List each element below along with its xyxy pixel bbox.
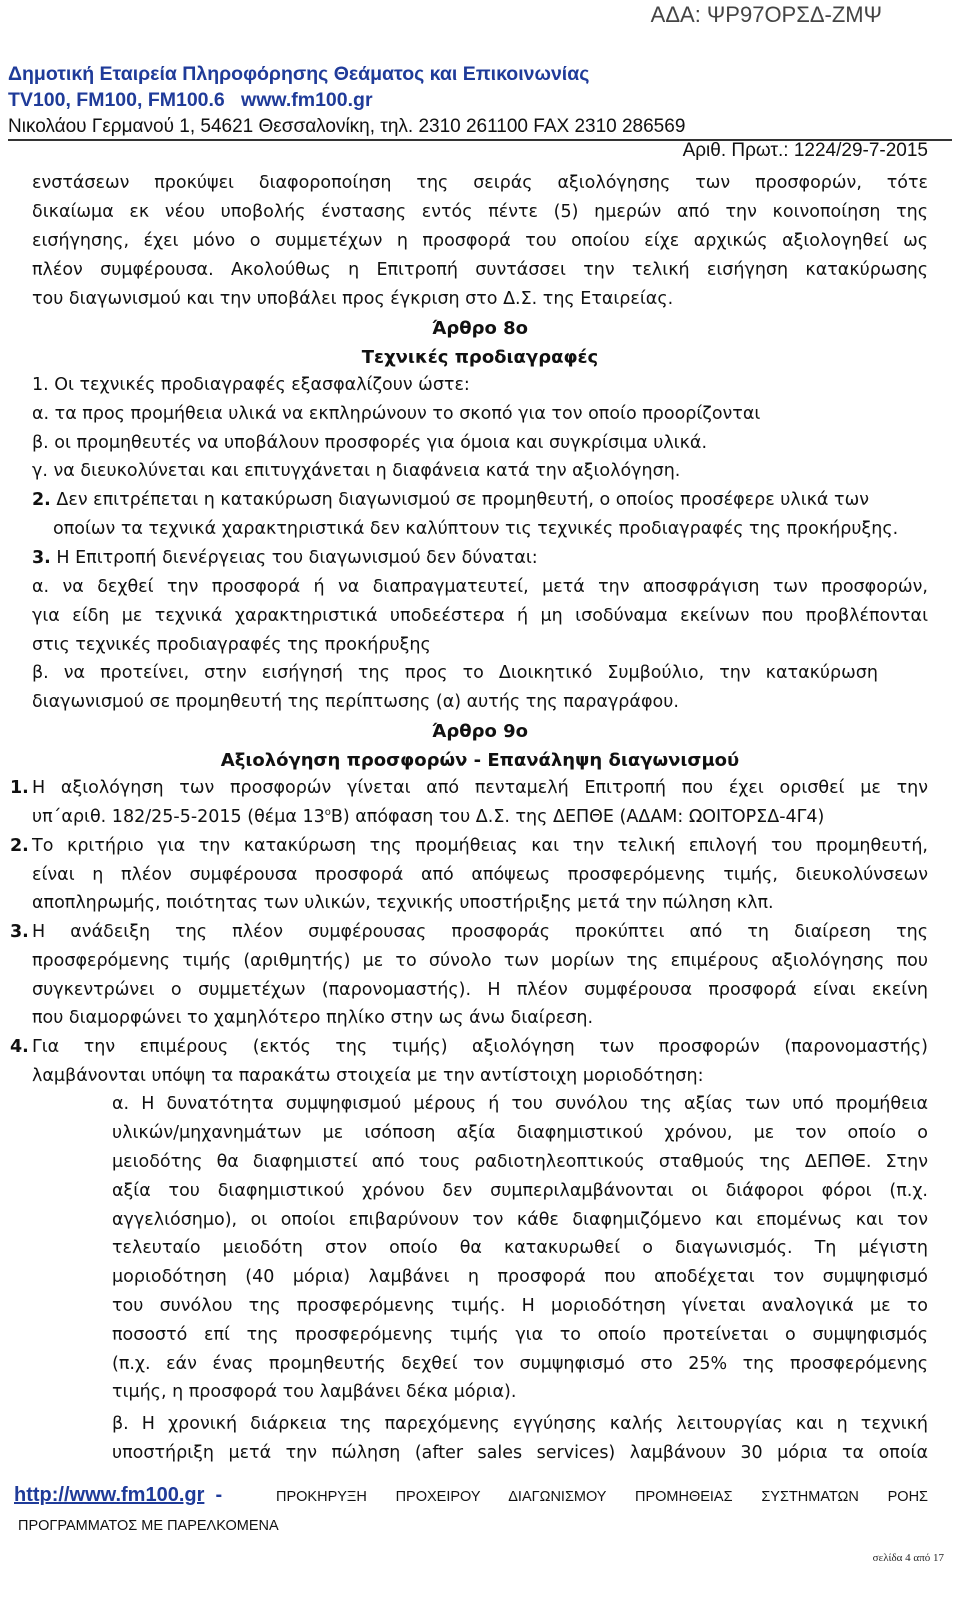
superscript: ο bbox=[324, 807, 331, 819]
article-8-subtitle: Τεχνικές προδιαγραφές bbox=[361, 347, 599, 368]
article-9-item-4a-line: του συνόλου της προσφερόμενης τιμής. Η μοριοδότηση γίνεται αναλογικά με το bbox=[112, 1296, 928, 1316]
article-9-item-4a-line: μειοδότης θα διαφημιστεί από τους ραδιοτηλεοπτικούς σταθμούς της ΔΕΠΘΕ. Στην bbox=[112, 1152, 928, 1172]
address: Νικολάου Γερμανού 1, 54621 Θεσσαλονίκη, τηλ. 2310 261100 FAX 2310 286569 bbox=[8, 116, 686, 137]
article-9-item-4a-line: α. Η δυνατότητα συμψηφισμού μέρους ή του συνόλου της αξίας των υπό προμήθεια bbox=[112, 1094, 928, 1114]
ada-code: ΑΔΑ: ΨΡ97ΟΡΣΔ-ΖΜΨ bbox=[650, 2, 882, 27]
article-8-item-2-cont: οποίων τα τεχνικά χαρακτηριστικά δεν καλύπτουν τις τεχνικές προδιαγραφές της προκήρυξης. bbox=[53, 519, 899, 539]
website-link[interactable]: www.fm100.gr bbox=[241, 89, 373, 111]
article-9-item-3-line: συγκεντρώνει ο συμμετέχων (παρονομαστής). Η πλέον συμφέρουσα προσφορά είναι εκείνη bbox=[32, 980, 928, 1000]
item-number: 2. bbox=[32, 490, 51, 510]
text-part: υπ΄αριθ. 182/25-5-2015 (θέμα 13 bbox=[32, 807, 325, 827]
article-9-item-4a-line: αξία του διαφημιστικού χρόνου δεν συμπεριλαμβάνονται οι διάφοροι φόροι (π.χ. bbox=[112, 1181, 928, 1201]
article-9-item-4a-line: τελευταίο μειοδότη στον οποίο θα κατακυρωθεί ο διαγωνισμός. Τη μέγιστη bbox=[112, 1238, 928, 1258]
footer-dash: - bbox=[215, 1484, 223, 1506]
article-9-item-4a-line: ποσοστό επί της προσφερόμενης τιμής για το οποίο προτείνεται ο συμψηφισμός bbox=[112, 1325, 928, 1345]
article-8-item-1c: γ. να διευκολύνεται και επιτυγχάνεται η διαφάνεια κατά την αξιολόγηση. bbox=[32, 461, 681, 481]
stations-line bbox=[8, 89, 373, 112]
intro-line: ενστάσεων προκύψει διαφοροποίηση της σειράς αξιολόγησης των προσφορών, τότε bbox=[32, 173, 928, 193]
item-number: 3. bbox=[10, 922, 29, 942]
article-9-item-2-line: αποπληρωμής, ποιότητας των υλικών, τεχνικής υποστήριξης μετά την πώληση κλπ. bbox=[32, 893, 774, 913]
article-9-item-4b-line: β. Η χρονική διάρκεια της παρεχόμενης εγγύησης καλής λειτουργίας και η τεχνική bbox=[112, 1414, 928, 1434]
footer-link[interactable]: http://www.fm100.gr bbox=[14, 1484, 205, 1506]
article-9-item-4-line: Για την επιμέρους (εκτός της τιμής) αξιολόγηση των προσφορών (παρονομαστής) bbox=[32, 1037, 928, 1057]
protocol-number: Αριθ. Πρωτ.: 1224/29-7-2015 bbox=[682, 140, 928, 161]
intro-line: δικαίωμα εκ νέου υποβολής ένστασης εντός πέντε (5) ημερών από την κοινοποίηση της bbox=[32, 202, 928, 222]
article-9-subtitle: Αξιολόγηση προσφορών - Επανάληψη διαγωνισμού bbox=[220, 750, 740, 771]
article-8-item-3a-line: στις τεχνικές προδιαγραφές της προκήρυξης bbox=[32, 635, 431, 655]
footer-title-line-2: ΠΡΟΓΡΑΜΜΑΤΟΣ ΜΕ ΠΑΡΕΛΚΟΜΕΝΑ bbox=[18, 1518, 279, 1534]
article-9-item-4a-line: τιμής, η προσφορά του λαμβάνει δέκα μόρια). bbox=[112, 1382, 517, 1402]
footer-title-line-1: ΠΡΟΚΗΡΥΞΗ ΠΡΟΧΕΙΡΟΥ ΔΙΑΓΩΝΙΣΜΟΥ ΠΡΟΜΗΘΕΙΑΣ ΣΥΣΤΗΜΑΤΩΝ ΡΟΗΣ bbox=[276, 1489, 928, 1505]
article-8-item-3 bbox=[32, 548, 538, 568]
item-number: 4. bbox=[10, 1037, 29, 1057]
intro-line: εισήγησης, έχει μόνο ο συμμετέχων η προσφορά του οποίου είχε αρχικώς αξιολογηθεί ως bbox=[32, 231, 928, 251]
item-text: Δεν επιτρέπεται η κατακύρωση διαγωνισμού σε προμηθευτή, ο οποίος προσέφερε υλικά των bbox=[56, 490, 869, 510]
article-9-item-1-line bbox=[32, 807, 824, 827]
article-9-item-1-line: Η αξιολόγηση των προσφορών γίνεται από πενταμελή Επιτροπή που έχει ορισθεί με την bbox=[32, 778, 928, 798]
organization-name: Δημοτική Εταιρεία Πληροφόρησης Θεάματος και Επικοινωνίας bbox=[8, 63, 590, 85]
article-8-item-3b-line: διαγωνισμού σε προμηθευτή της περίπτωσης (α) αυτής της παραγράφου. bbox=[32, 692, 679, 712]
article-9-item-4a-line: (π.χ. εάν ένας προμηθευτής δεχθεί τον συμψηφισμό στο 25% της προσφερόμενης bbox=[112, 1354, 928, 1374]
article-9-title: Άρθρο 9ο bbox=[431, 721, 528, 742]
article-9-item-3-line: προσφερόμενης τιμής (αριθμητής) με το σύνολο των μορίων της επιμέρους αξιολόγησης που bbox=[32, 951, 928, 971]
article-8-item-1: 1. Οι τεχνικές προδιαγραφές εξασφαλίζουν ώστε: bbox=[32, 375, 470, 395]
article-9-item-4a-line: αγγελιόσημο), οι οποίοι επιβαρύνουν τον κάθε διαφημιζόμενο και επομένως και τον bbox=[112, 1210, 928, 1230]
intro-line: του διαγωνισμού και την υποβάλει προς έγκριση στο Δ.Σ. της Εταιρείας. bbox=[32, 289, 674, 309]
intro-line: πλέον συμφέρουσα. Ακολούθως η Επιτροπή συντάσσει την τελική εισήγηση κατακύρωσης bbox=[32, 260, 928, 280]
article-8-item-1b: β. οι προμηθευτές να υποβάλουν προσφορές για όμοια και συγκρίσιμα υλικά. bbox=[32, 433, 708, 453]
stations: TV100, FM100, FM100.6 bbox=[8, 89, 225, 111]
article-8-item-3a-line: για είδη με τεχνικά χαρακτηριστικά υποδεέστερα ή μη ισοδύναμα εκείνων που προβλέπονται bbox=[32, 606, 928, 626]
article-9-item-4b-line: υποστήριξη μετά την πώληση (after sales services) λαμβάνουν 30 μόρια τα οποία bbox=[112, 1443, 928, 1463]
article-8-item-3a-line: α. να δεχθεί την προσφορά ή να διαπραγματευτεί, μετά την αποσφράγιση των προσφορών, bbox=[32, 577, 928, 597]
article-9-item-3-line: Η ανάδειξη της πλέον συμφέρουσας προσφοράς προκύπτει από τη διαίρεση της bbox=[32, 922, 928, 942]
item-text: Η Επιτροπή διενέργειας του διαγωνισμού δεν δύναται: bbox=[56, 548, 538, 568]
item-number: 3. bbox=[32, 548, 51, 568]
article-9-item-3-line: που διαμορφώνει το χαμηλότερο πηλίκο στην ως άνω διαίρεση. bbox=[32, 1008, 594, 1028]
footer-line-1 bbox=[14, 1484, 222, 1507]
article-8-item-1a: α. τα προς προμήθεια υλικά να εκπληρώνουν το σκοπό για τον οποίο προορίζονται bbox=[32, 404, 761, 424]
article-9-item-4-line: λαμβάνονται υπόψη τα παρακάτω στοιχεία με την αντίστοιχη μοριοδότηση: bbox=[32, 1066, 704, 1086]
article-9-item-4a-line: μοριοδότηση (40 μόρια) λαμβάνει η προσφορά που αποδέχεται τον συμψηφισμό bbox=[112, 1267, 928, 1287]
article-9-item-2-line: Το κριτήριο για την κατακύρωση της προμήθειας και την τελική επιλογή του προμηθευτή, bbox=[32, 836, 928, 856]
item-number: 2. bbox=[10, 836, 29, 856]
article-9-item-2-line: είναι η πλέον συμφέρουσα προσφορά από απόψεως προσφερόμενης τιμής, διευκολύνσεων bbox=[32, 865, 928, 885]
article-9-item-4a-line: υλικών/μηχανημάτων με ισόποση αξία διαφημιστικού χρόνου, με τον οποίο ο bbox=[112, 1123, 928, 1143]
item-number: 1. bbox=[10, 778, 29, 798]
article-8-item-3b-line: β. να προτείνει, στην εισήγησή της προς το Διοικητικό Συμβούλιο, την κατακύρωση bbox=[32, 663, 878, 683]
article-8-item-2 bbox=[32, 490, 869, 510]
page-number: σελίδα 4 από 17 bbox=[872, 1552, 944, 1564]
text-part: Β) απόφαση του Δ.Σ. της ΔΕΠΘΕ (ΑΔΑΜ: ΩΟΙΤΟΡΣΔ-4Γ4) bbox=[330, 807, 825, 827]
article-8-title: Άρθρο 8ο bbox=[431, 318, 528, 339]
